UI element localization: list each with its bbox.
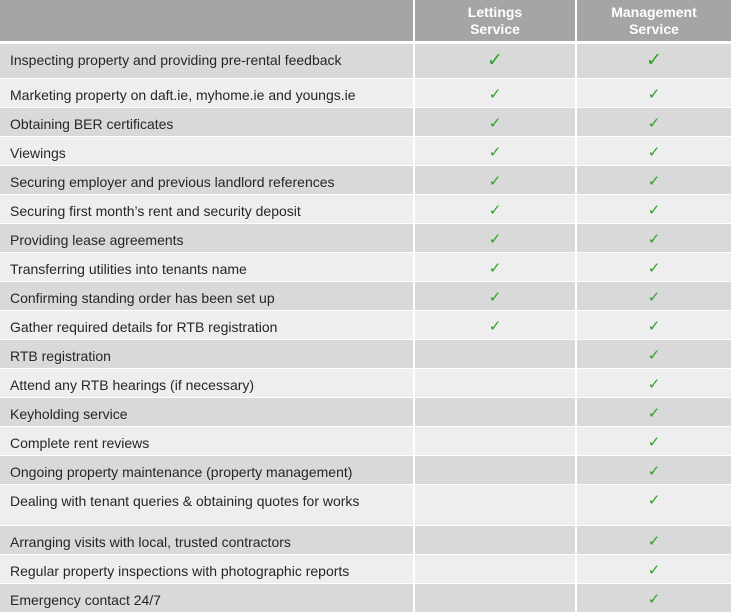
check-icon: ✓ (647, 463, 661, 480)
management-cell (577, 555, 731, 584)
service-label-cell (0, 166, 415, 195)
check-icon: ✓ (647, 86, 661, 103)
management-cell (577, 137, 731, 166)
lettings-cell (415, 340, 577, 369)
table-row (0, 79, 731, 108)
service-label-cell (0, 340, 415, 369)
service-label-cell (0, 79, 415, 108)
management-cell (577, 44, 731, 79)
service-label: Securing employer and previous landlord references (10, 174, 335, 190)
service-label-cell (0, 398, 415, 427)
header-row (0, 0, 731, 44)
check-icon: ✓ (646, 50, 662, 71)
header-lettings-line1: Lettings (467, 3, 523, 20)
service-label-cell (0, 427, 415, 456)
table-row (0, 137, 731, 166)
service-label-cell (0, 369, 415, 398)
check-icon: ✓ (647, 115, 661, 132)
header-management-line2: Service (629, 20, 679, 37)
check-icon: ✓ (488, 318, 502, 335)
service-label-cell (0, 311, 415, 340)
table-row (0, 369, 731, 398)
management-cell (577, 311, 731, 340)
management-cell (577, 224, 731, 253)
lettings-cell (415, 311, 577, 340)
service-label-cell (0, 456, 415, 485)
lettings-cell (415, 166, 577, 195)
check-icon: ✓ (647, 405, 661, 422)
header-lettings-line2: Service (470, 20, 520, 37)
lettings-cell (415, 282, 577, 311)
header-management-line1: Management (611, 3, 697, 20)
management-cell (577, 485, 731, 526)
table-row (0, 311, 731, 340)
lettings-cell (415, 369, 577, 398)
check-icon: ✓ (647, 434, 661, 451)
lettings-cell (415, 137, 577, 166)
check-icon: ✓ (488, 115, 502, 132)
lettings-cell (415, 555, 577, 584)
lettings-cell (415, 44, 577, 79)
management-cell (577, 584, 731, 613)
check-icon: ✓ (647, 260, 661, 277)
management-cell (577, 369, 731, 398)
header-blank-cell (0, 0, 415, 44)
service-label: Ongoing property maintenance (property management) (10, 464, 353, 480)
check-icon: ✓ (647, 347, 661, 364)
table-row (0, 456, 731, 485)
service-label: Arranging visits with local, trusted contractors (10, 534, 291, 550)
service-label-cell (0, 44, 415, 79)
service-label-cell (0, 137, 415, 166)
lettings-cell (415, 485, 577, 526)
management-cell (577, 282, 731, 311)
management-cell (577, 166, 731, 195)
lettings-cell (415, 456, 577, 485)
service-label-cell (0, 584, 415, 613)
management-cell (577, 398, 731, 427)
check-icon: ✓ (647, 173, 661, 190)
service-label: Keyholding service (10, 406, 128, 422)
check-icon: ✓ (488, 202, 502, 219)
lettings-cell (415, 526, 577, 555)
check-icon: ✓ (647, 376, 661, 393)
check-icon: ✓ (487, 50, 503, 71)
check-icon: ✓ (488, 289, 502, 306)
table-row (0, 44, 731, 79)
table-row (0, 526, 731, 555)
table-row (0, 584, 731, 613)
service-label: RTB registration (10, 348, 111, 364)
service-label-cell (0, 253, 415, 282)
service-label: Emergency contact 24/7 (10, 592, 161, 608)
service-label-cell (0, 526, 415, 555)
check-icon: ✓ (488, 231, 502, 248)
check-icon: ✓ (647, 533, 661, 550)
header-lettings-service (415, 0, 577, 44)
service-label: Securing first month’s rent and security deposit (10, 203, 301, 219)
service-label: Regular property inspections with photographic reports (10, 563, 350, 579)
check-icon: ✓ (488, 86, 502, 103)
service-label: Transferring utilities into tenants name (10, 261, 247, 277)
management-cell (577, 526, 731, 555)
management-cell (577, 253, 731, 282)
service-label: Providing lease agreements (10, 232, 184, 248)
management-cell (577, 108, 731, 137)
service-label: Viewings (10, 145, 66, 161)
check-icon: ✓ (647, 231, 661, 248)
service-label: Inspecting property and providing pre-rental feedback (10, 52, 342, 68)
lettings-cell (415, 195, 577, 224)
service-label-cell (0, 108, 415, 137)
table-row (0, 253, 731, 282)
management-cell (577, 340, 731, 369)
table-body (0, 44, 731, 613)
table-row (0, 340, 731, 369)
management-cell (577, 456, 731, 485)
header-management-service (577, 0, 731, 44)
table-row (0, 195, 731, 224)
lettings-cell (415, 253, 577, 282)
service-label: Attend any RTB hearings (if necessary) (10, 377, 255, 393)
check-icon: ✓ (488, 144, 502, 161)
service-label-cell (0, 555, 415, 584)
management-cell (577, 195, 731, 224)
lettings-cell (415, 398, 577, 427)
table-row (0, 485, 731, 526)
check-icon: ✓ (647, 562, 661, 579)
service-label: Gather required details for RTB registration (10, 319, 278, 335)
service-label: Complete rent reviews (10, 435, 150, 451)
lettings-cell (415, 584, 577, 613)
service-label-cell (0, 195, 415, 224)
service-label-cell (0, 224, 415, 253)
check-icon: ✓ (647, 289, 661, 306)
service-label: Obtaining BER certificates (10, 116, 174, 132)
check-icon: ✓ (488, 173, 502, 190)
check-icon: ✓ (647, 492, 661, 509)
lettings-cell (415, 108, 577, 137)
lettings-cell (415, 224, 577, 253)
service-label-cell (0, 485, 415, 526)
table-row (0, 398, 731, 427)
lettings-cell (415, 427, 577, 456)
table-row (0, 427, 731, 456)
check-icon: ✓ (647, 318, 661, 335)
table-row (0, 108, 731, 137)
table-row (0, 555, 731, 584)
check-icon: ✓ (647, 202, 661, 219)
management-cell (577, 79, 731, 108)
table-row (0, 166, 731, 195)
check-icon: ✓ (647, 591, 661, 608)
service-label: Marketing property on daft.ie, myhome.ie and youngs.ie (10, 87, 356, 103)
lettings-cell (415, 79, 577, 108)
service-label: Confirming standing order has been set up (10, 290, 275, 306)
table-row (0, 282, 731, 311)
check-icon: ✓ (488, 260, 502, 277)
table-row (0, 224, 731, 253)
check-icon: ✓ (647, 144, 661, 161)
service-label-cell (0, 282, 415, 311)
management-cell (577, 427, 731, 456)
service-label: Dealing with tenant queries & obtaining quotes for works (10, 493, 360, 509)
